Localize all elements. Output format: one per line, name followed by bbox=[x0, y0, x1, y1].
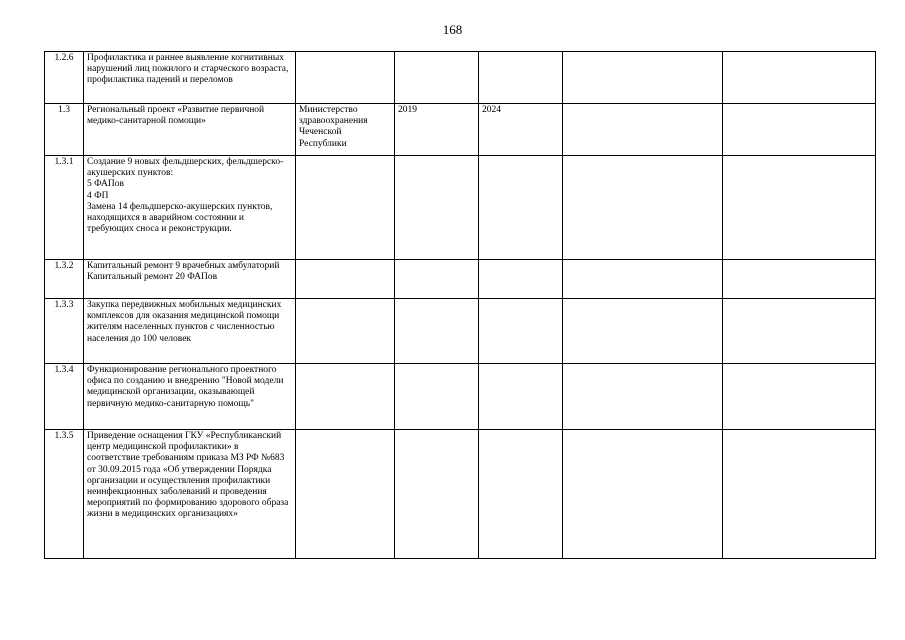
link-cell bbox=[723, 430, 876, 559]
table-row-1-3-2 bbox=[45, 260, 876, 299]
start-year-cell bbox=[395, 156, 479, 260]
row-number: 1.3.5 bbox=[45, 430, 84, 559]
table-row-1-3-1 bbox=[45, 156, 876, 260]
row-number: 1.3.2 bbox=[45, 260, 84, 299]
row-number: 1.2.6 bbox=[45, 52, 84, 104]
end-year-cell bbox=[479, 156, 563, 260]
page-number: 168 bbox=[442, 22, 463, 37]
start-year-cell: 2019 bbox=[395, 104, 479, 156]
measure-name: Функционирование регионального проектного офиса по созданию и внедрению "Новой модели медицинской организации, оказывающей первичную медико-санитарную помощь" bbox=[84, 364, 296, 430]
end-year-cell: 2024 bbox=[479, 104, 563, 156]
table-row-1-3-3 bbox=[45, 299, 876, 364]
link-cell bbox=[723, 52, 876, 104]
end-year-cell bbox=[479, 260, 563, 299]
start-year-cell bbox=[395, 430, 479, 559]
row-number: 1.3.4 bbox=[45, 364, 84, 430]
link-cell bbox=[723, 299, 876, 364]
result-cell bbox=[563, 430, 723, 559]
table-row-1-3 bbox=[45, 104, 876, 156]
result-cell bbox=[563, 156, 723, 260]
result-cell bbox=[563, 364, 723, 430]
measure-name: Приведение оснащения ГКУ «Республиканский центр медицинской профилактики» в соответствие требованиям приказа МЗ РФ №683 от 30.09.2015 года «Об утверждении Порядка организации и осуществления профилактики неинфекционных заболеваний и проведения мероприятий по формированию здорового образа жизни в медицинских организациях» bbox=[84, 430, 296, 559]
start-year-cell bbox=[395, 364, 479, 430]
row-number: 1.3.3 bbox=[45, 299, 84, 364]
start-year-cell bbox=[395, 260, 479, 299]
result-cell bbox=[563, 52, 723, 104]
row-number: 1.3 bbox=[45, 104, 84, 156]
responsible-cell bbox=[296, 156, 395, 260]
measures-table bbox=[44, 51, 876, 559]
table-row-1-2-6 bbox=[45, 52, 876, 104]
responsible-cell bbox=[296, 364, 395, 430]
responsible-cell bbox=[296, 430, 395, 559]
responsible-cell bbox=[296, 52, 395, 104]
responsible-cell: Министерство здравоохранения Чеченской Республики bbox=[296, 104, 395, 156]
row-number: 1.3.1 bbox=[45, 156, 84, 260]
table-row-1-3-5 bbox=[45, 430, 876, 559]
measure-name: Капитальный ремонт 9 врачебных амбулаторий Капитальный ремонт 20 ФАПов bbox=[84, 260, 296, 299]
start-year-cell bbox=[395, 52, 479, 104]
link-cell bbox=[723, 104, 876, 156]
result-cell bbox=[563, 260, 723, 299]
result-cell bbox=[563, 299, 723, 364]
measure-name: Региональный проект «Развитие первичной медико-санитарной помощи» bbox=[84, 104, 296, 156]
link-cell bbox=[723, 156, 876, 260]
link-cell bbox=[723, 260, 876, 299]
responsible-cell bbox=[296, 260, 395, 299]
result-cell bbox=[563, 104, 723, 156]
measure-name: Закупка передвижных мобильных медицинских комплексов для оказания медицинской помощи жителям населенных пунктов с численностью населения до 100 человек bbox=[84, 299, 296, 364]
end-year-cell bbox=[479, 430, 563, 559]
start-year-cell bbox=[395, 299, 479, 364]
responsible-cell bbox=[296, 299, 395, 364]
end-year-cell bbox=[479, 52, 563, 104]
measure-name: Профилактика и раннее выявление когнитивных нарушений лиц пожилого и старческого возраста, профилактика падений и переломов bbox=[84, 52, 296, 104]
link-cell bbox=[723, 364, 876, 430]
end-year-cell bbox=[479, 299, 563, 364]
end-year-cell bbox=[479, 364, 563, 430]
table-row-1-3-4 bbox=[45, 364, 876, 430]
measure-name: Создание 9 новых фельдшерских, фельдшерско-акушерских пунктов: 5 ФАПов 4 ФП Замена 14 фельдшерско-акушерских пунктов, находящихся в аварийном состоянии и требующих сноса и реконструкции. bbox=[84, 156, 296, 260]
